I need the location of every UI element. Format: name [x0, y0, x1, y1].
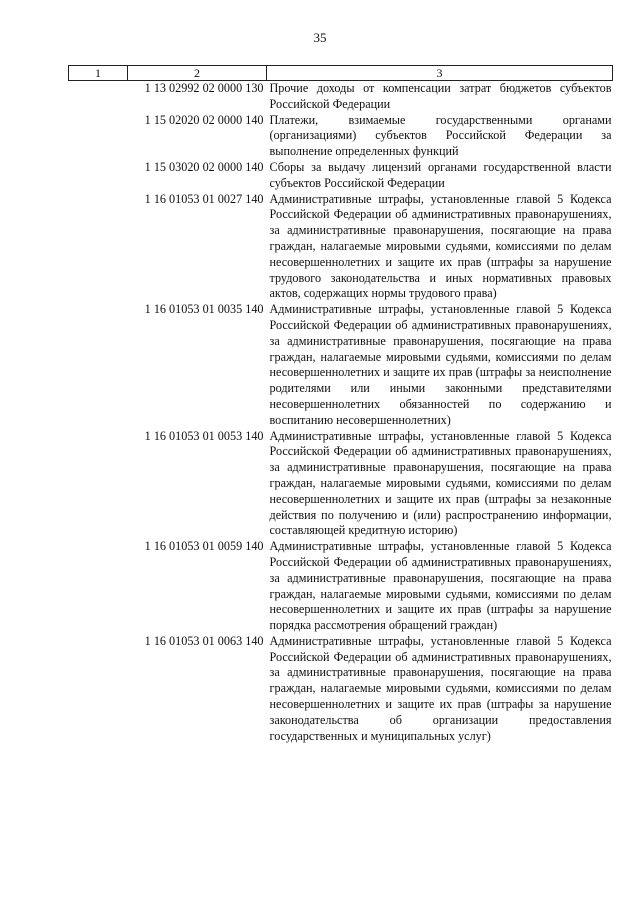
header-cell-1: 1	[69, 66, 128, 81]
budget-code: 1 16 01053 01 0035 140	[144, 302, 264, 317]
table-row	[69, 160, 613, 192]
page-number: 35	[313, 30, 327, 45]
budget-code: 1 16 01053 01 0063 140	[144, 633, 264, 648]
row-col1-cell	[69, 81, 128, 113]
budget-code: 1 15 02020 02 0000 140	[144, 112, 264, 127]
budget-code: 1 13 02992 02 0000 130	[144, 81, 264, 95]
table-row	[69, 634, 613, 745]
table-row	[69, 429, 613, 540]
row-col1-cell	[69, 429, 128, 540]
row-col1-cell	[69, 192, 128, 303]
income-description: Платежи, взимаемые государственными органами (организациями) субъектов Российской Федерации за выполнение определенных функций	[269, 112, 612, 159]
income-description: Административные штрафы, установленные главой 5 Кодекса Российской Федерации об административных правонарушениях, за административные правонарушения, посягающие на права граждан, налагаемые мировыми судьями, комиссиями по делам несовершеннолетних и защите их прав (штрафы за неисполнение родителями или иными законными представителями несовершеннолетних обязанностей по содержанию и воспитанию несовершеннолетних)	[269, 302, 612, 427]
row-col1-cell	[69, 634, 128, 745]
budget-code: 1 16 01053 01 0053 140	[144, 428, 264, 443]
income-description: Административные штрафы, установленные главой 5 Кодекса Российской Федерации об административных правонарушениях, за административные правонарушения, посягающие на права граждан, налагаемые мировыми судьями, комиссиями по делам несовершеннолетних и защите их прав (штрафы за нарушение законодательства об организации предоставления государственных и муниципальных услуг)	[269, 633, 612, 743]
header-row	[69, 66, 613, 81]
budget-code: 1 16 01053 01 0059 140	[144, 539, 264, 554]
row-col1-cell	[69, 113, 128, 160]
table-row	[69, 192, 613, 303]
table-row	[69, 81, 613, 113]
budget-code: 1 16 01053 01 0027 140	[144, 191, 264, 206]
income-description: Административные штрафы, установленные главой 5 Кодекса Российской Федерации об административных правонарушениях, за административные правонарушения, посягающие на права граждан, налагаемые мировыми судьями, комиссиями по делам несовершеннолетних и защите их прав (штрафы за нарушение трудового законодательства и иных нормативных правовых актов, содержащих нормы трудового права)	[269, 191, 612, 301]
income-description: Административные штрафы, установленные главой 5 Кодекса Российской Федерации об административных правонарушениях, за административные правонарушения, посягающие на права граждан, налагаемые мировыми судьями, комиссиями по делам несовершеннолетних и защите их прав (штрафы за нарушение порядка рассмотрения обращений граждан)	[269, 539, 612, 633]
header-cell-3: 3	[267, 66, 613, 81]
budget-code: 1 15 03020 02 0000 140	[144, 159, 264, 174]
table-row	[69, 113, 613, 160]
income-description: Прочие доходы от компенсации затрат бюджетов субъектов Российской Федерации	[269, 81, 612, 111]
row-col1-cell	[69, 539, 128, 634]
budget-codes-table	[68, 65, 613, 744]
row-col1-cell	[69, 302, 128, 428]
table-header	[69, 66, 613, 81]
table-row	[69, 302, 613, 428]
table-body	[69, 81, 613, 745]
income-description: Административные штрафы, установленные главой 5 Кодекса Российской Федерации об административных правонарушениях, за административные правонарушения, посягающие на права граждан, налагаемые мировыми судьями, комиссиями по делам несовершеннолетних и защите их прав (штрафы за незаконные действия по получению и (или) распространению информации, составляющей кредитную историю)	[269, 428, 612, 538]
header-cell-2: 2	[128, 66, 267, 81]
income-description: Сборы за выдачу лицензий органами государственной власти субъектов Российской Федерации	[269, 159, 612, 190]
row-col1-cell	[69, 160, 128, 192]
table-row	[69, 539, 613, 634]
